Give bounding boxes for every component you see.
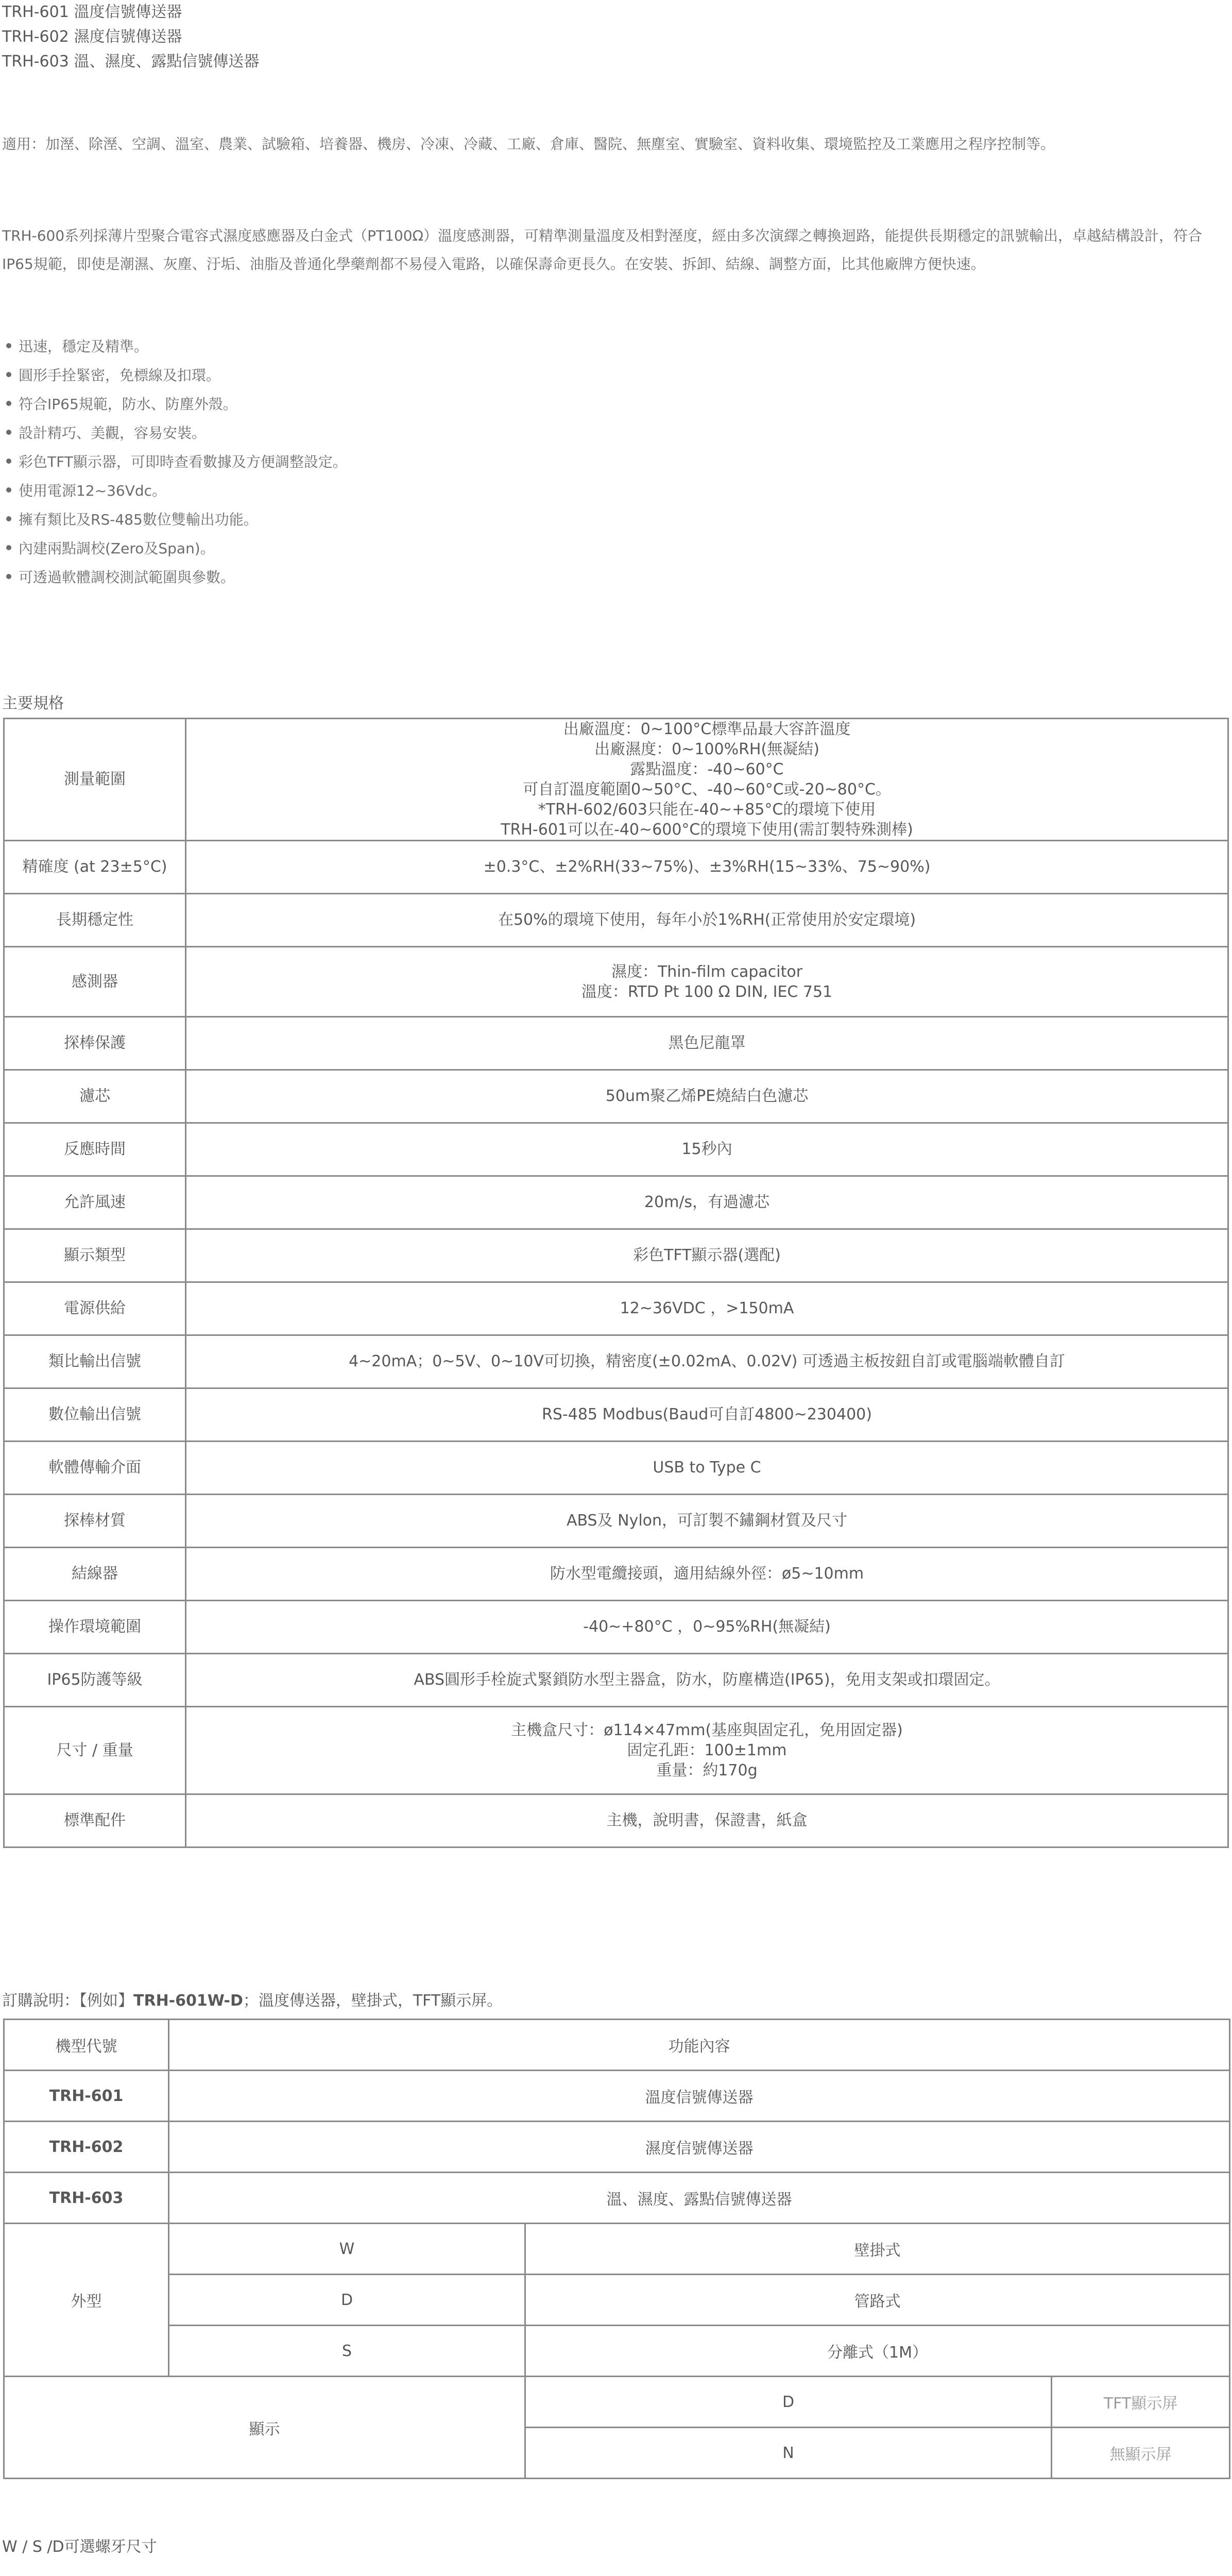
display-code: D bbox=[525, 2377, 1052, 2428]
feature-item: 迅速，穩定及精準。 bbox=[2, 332, 347, 361]
bullet-icon bbox=[6, 574, 11, 579]
spec-value: 4~20mA；0~5V、0~10V可切換，精密度(±0.02mA、0.02V) 可透過主板按鈕自訂或電腦端軟體自訂 bbox=[186, 1335, 1228, 1388]
bullet-icon bbox=[6, 459, 11, 464]
spec-table bbox=[3, 718, 1229, 1848]
spec-label: 長期穩定性 bbox=[4, 894, 186, 947]
order-table bbox=[3, 2019, 1230, 2479]
spec-label: 顯示類型 bbox=[4, 1229, 186, 1282]
shape-label: 外型 bbox=[4, 2224, 169, 2377]
spec-row bbox=[4, 894, 1228, 947]
spec-row bbox=[4, 1707, 1228, 1794]
bullet-icon bbox=[6, 545, 11, 550]
model-line: TRH-602 濕度信號傳送器 bbox=[2, 28, 182, 46]
spec-value: 15秒內 bbox=[186, 1123, 1228, 1176]
order-model-row bbox=[4, 2122, 1230, 2173]
display-code: N bbox=[525, 2428, 1052, 2479]
spec-value: USB to Type C bbox=[186, 1442, 1228, 1495]
spec-row bbox=[4, 841, 1228, 894]
bullet-icon bbox=[6, 516, 11, 521]
spec-label: 精確度 (at 23±5°C) bbox=[4, 841, 186, 894]
order-header-code: 機型代號 bbox=[4, 2020, 169, 2071]
spec-row bbox=[4, 1388, 1228, 1442]
feature-item: 內建兩點調校(Zero及Span)。 bbox=[2, 534, 347, 563]
spec-value: 12~36VDC ，>150mA bbox=[186, 1282, 1228, 1335]
spec-label: 操作環境範圍 bbox=[4, 1601, 186, 1654]
model-content: 溫度信號傳送器 bbox=[169, 2071, 1230, 2122]
spec-row bbox=[4, 1176, 1228, 1229]
shape-code: W bbox=[169, 2224, 525, 2275]
spec-value: 50um聚乙烯PE燒結白色濾芯 bbox=[186, 1070, 1228, 1123]
spec-row bbox=[4, 1017, 1228, 1070]
spec-label: 結線器 bbox=[4, 1548, 186, 1601]
spec-row bbox=[4, 1070, 1228, 1123]
application-text: 適用：加溼、除溼、空調、溫室、農業、試驗箱、培養器、機房、冷凍、冷藏、工廠、倉庫、醫院、無塵室、實驗室、資料收集、環境監控及工業應用之程序控制等。 bbox=[2, 135, 1055, 152]
spec-label: 電源供給 bbox=[4, 1282, 186, 1335]
spec-label: 濾芯 bbox=[4, 1070, 186, 1123]
spec-value: ABS及 Nylon，可訂製不鏽鋼材質及尺寸 bbox=[186, 1495, 1228, 1548]
spec-label: 軟體傳輸介面 bbox=[4, 1442, 186, 1495]
model-list bbox=[2, 0, 259, 74]
order-header-row bbox=[4, 2020, 1230, 2071]
spec-value: ±0.3°C、±2%RH(33~75%)、±3%RH(15~33%、75~90%) bbox=[186, 841, 1228, 894]
bullet-icon bbox=[6, 487, 11, 493]
spec-value: -40~+80°C ，0~95%RH(無凝結) bbox=[186, 1601, 1228, 1654]
spec-label: 反應時間 bbox=[4, 1123, 186, 1176]
shape-content: 壁掛式 bbox=[525, 2224, 1230, 2275]
spec-row bbox=[4, 1282, 1228, 1335]
feature-item: 設計精巧、美觀，容易安裝。 bbox=[2, 419, 347, 448]
shape-content: 管路式 bbox=[525, 2275, 1230, 2326]
spec-value: 在50%的環境下使用，每年小於1%RH(正常使用於安定環境) bbox=[186, 894, 1228, 947]
feature-item: 擁有類比及RS-485數位雙輸出功能。 bbox=[2, 505, 347, 534]
spec-title: 主要規格 bbox=[2, 694, 64, 713]
model-line: TRH-601 溫度信號傳送器 bbox=[2, 3, 182, 21]
spec-row bbox=[4, 1495, 1228, 1548]
product-description: TRH-600系列採薄片型聚合電容式濕度感應器及白金式（PT100Ω）溫度感測器，可精準測量溫度及相對溼度，經由多次演繹之轉換迴路，能提供長期穩定的訊號輸出，卓越結構設計，符合IP65規範，即使是潮濕、灰塵、汙垢、油脂及普通化學藥劑都不易侵入電路，以確保壽命更長久。在安裝、拆卸、結線、調整方面，比其他廠牌方便快速。 bbox=[2, 227, 1202, 273]
spec-value: 彩色TFT顯示器(選配) bbox=[186, 1229, 1228, 1282]
feature-list bbox=[2, 332, 347, 592]
spec-label: IP65防護等級 bbox=[4, 1654, 186, 1707]
spec-value: 20m/s，有過濾芯 bbox=[186, 1176, 1228, 1229]
bullet-icon bbox=[6, 430, 11, 435]
bullet-icon bbox=[6, 372, 11, 377]
display-content: 無顯示屏 bbox=[1052, 2428, 1230, 2479]
spec-label: 標準配件 bbox=[4, 1794, 186, 1848]
spec-row bbox=[4, 947, 1228, 1017]
spec-value: 防水型電纜接頭，適用結線外徑：ø5~10mm bbox=[186, 1548, 1228, 1601]
shape-code: D bbox=[169, 2275, 525, 2326]
spec-value: 出廠溫度：0~100°C標準品最大容許溫度 出廠濕度：0~100%RH(無凝結) 露點溫度：-40~60°C 可自訂溫度範圍0~50°C、-40~60°C或-20~80°C。 *TRH-602/603只能在-40~+85°C的環境下使用 TRH-601可以在-40~600°C的環境下使用(需訂製特殊測棒) bbox=[186, 719, 1228, 841]
thread-title: W / S /D可選螺牙尺寸 bbox=[2, 2538, 157, 2556]
spec-row bbox=[4, 1654, 1228, 1707]
spec-row bbox=[4, 1442, 1228, 1495]
spec-value: RS-485 Modbus(Baud可自訂4800~230400) bbox=[186, 1388, 1228, 1442]
order-header-content: 功能內容 bbox=[169, 2020, 1230, 2071]
feature-item: 可透過軟體調校測試範圍與參數。 bbox=[2, 563, 347, 592]
shape-code: S bbox=[169, 2326, 525, 2377]
model-code: TRH-601 bbox=[4, 2071, 169, 2122]
display-label: 顯示 bbox=[4, 2377, 525, 2479]
model-content: 溫、濕度、露點信號傳送器 bbox=[169, 2173, 1230, 2224]
model-line: TRH-603 溫、濕度、露點信號傳送器 bbox=[2, 53, 260, 71]
spec-value: 黑色尼龍罩 bbox=[186, 1017, 1228, 1070]
spec-row bbox=[4, 1123, 1228, 1176]
shape-content: 分離式（1M） bbox=[525, 2326, 1230, 2377]
spec-row bbox=[4, 1335, 1228, 1388]
order-shape-row bbox=[4, 2224, 1230, 2275]
spec-row bbox=[4, 1794, 1228, 1848]
spec-row bbox=[4, 1601, 1228, 1654]
order-title: 訂購說明：【例如】TRH-601W-D；溫度傳送器，壁掛式，TFT顯示屏。 bbox=[2, 1992, 503, 2010]
spec-value: 濕度：Thin-film capacitor 溫度：RTD Pt 100 Ω DIN, IEC 751 bbox=[186, 947, 1228, 1017]
spec-label: 類比輸出信號 bbox=[4, 1335, 186, 1388]
spec-label: 感測器 bbox=[4, 947, 186, 1017]
bullet-icon bbox=[6, 401, 11, 406]
spec-label: 探棒材質 bbox=[4, 1495, 186, 1548]
spec-label: 尺寸 / 重量 bbox=[4, 1707, 186, 1794]
model-code: TRH-603 bbox=[4, 2173, 169, 2224]
feature-item: 使用電源12~36Vdc。 bbox=[2, 477, 347, 505]
spec-label: 探棒保護 bbox=[4, 1017, 186, 1070]
feature-item: 彩色TFT顯示器，可即時查看數據及方便調整設定。 bbox=[2, 448, 347, 477]
spec-label: 數位輸出信號 bbox=[4, 1388, 186, 1442]
order-shape-row bbox=[4, 2326, 1230, 2377]
spec-row bbox=[4, 719, 1228, 841]
order-shape-row bbox=[4, 2275, 1230, 2326]
order-display-row bbox=[4, 2377, 1230, 2428]
display-content: TFT顯示屏 bbox=[1052, 2377, 1230, 2428]
model-code: TRH-602 bbox=[4, 2122, 169, 2173]
order-model-row bbox=[4, 2173, 1230, 2224]
bullet-icon bbox=[6, 343, 11, 348]
spec-value: 主機，說明書，保證書，紙盒 bbox=[186, 1794, 1228, 1848]
spec-label: 允許風速 bbox=[4, 1176, 186, 1229]
order-model-row bbox=[4, 2071, 1230, 2122]
feature-item: 圓形手拴緊密，免標線及扣環。 bbox=[2, 361, 347, 390]
model-content: 濕度信號傳送器 bbox=[169, 2122, 1230, 2173]
spec-value: 主機盒尺寸：ø114×47mm(基座與固定孔，免用固定器) 固定孔距：100±1mm 重量：約170g bbox=[186, 1707, 1228, 1794]
spec-value: ABS圓形手栓旋式緊鎖防水型主器盒，防水，防塵構造(IP65)，免用支架或扣環固定。 bbox=[186, 1654, 1228, 1707]
feature-item: 符合IP65規範，防水、防塵外殼。 bbox=[2, 390, 347, 419]
spec-label: 測量範圍 bbox=[4, 719, 186, 841]
spec-row bbox=[4, 1548, 1228, 1601]
spec-row bbox=[4, 1229, 1228, 1282]
